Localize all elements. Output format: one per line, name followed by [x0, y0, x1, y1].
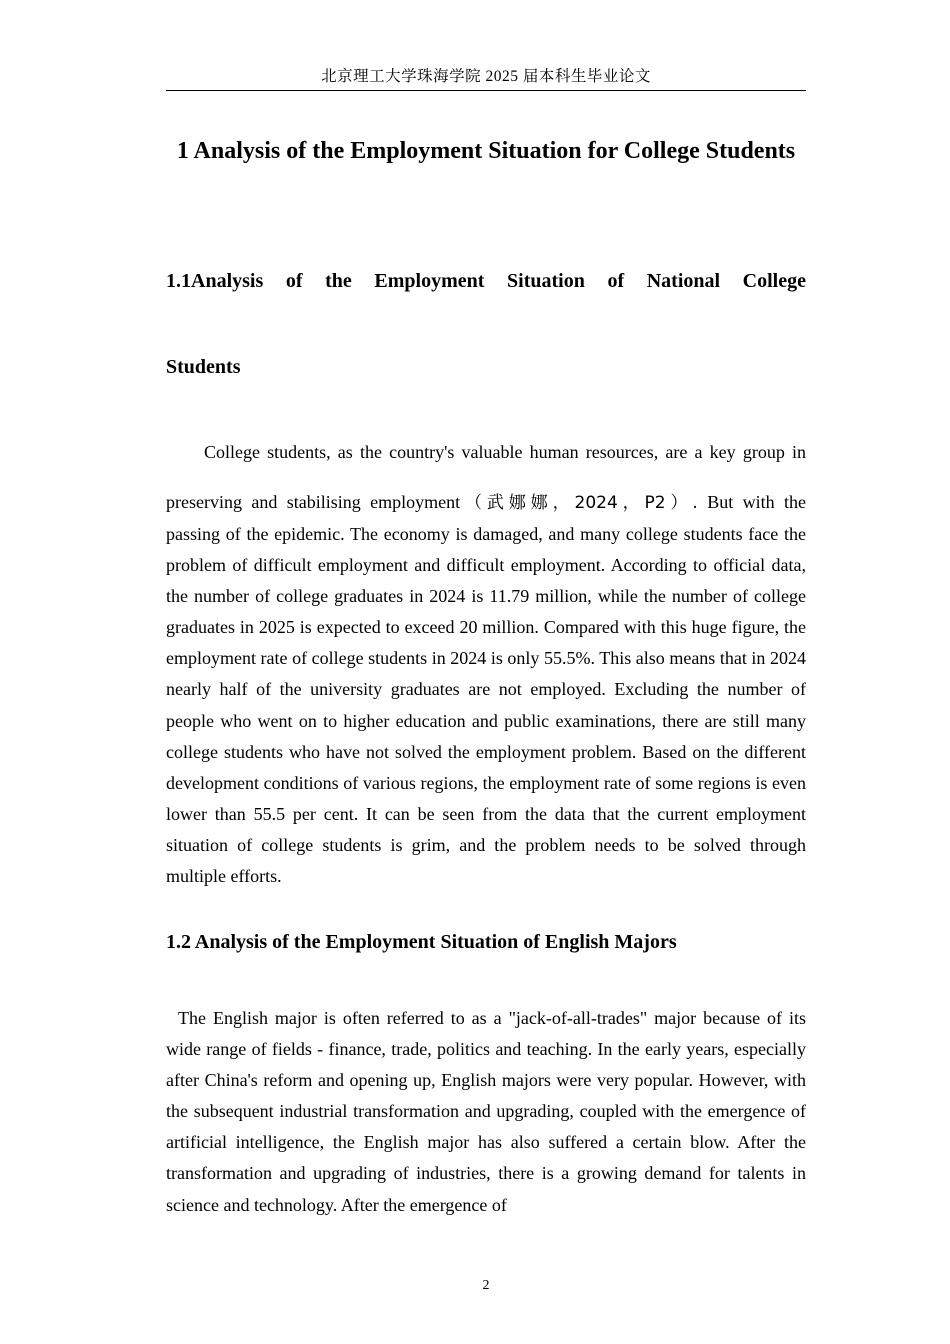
- section-heading-1-1-line2: Students: [166, 356, 241, 378]
- section-heading-1-2: 1.2 Analysis of the Employment Situation of English Majors: [166, 931, 677, 953]
- paragraph-1-1-line1: College students, as the country's valuable human resources, are a key group: [204, 442, 785, 462]
- paragraph-1-1-body: passing of the epidemic. The economy is damaged, and many college students face the problem of difficult employment and difficult employment. According to official data, the number of college graduates in 2024 is 11.79 million, while the number of college graduates in 2025 is expected to exceed 20 million. Compared with this huge figure, the employment rate of college students in 2024 is only 55.5%. This also means that in 2024 nearly half of the university graduates are not employed. Excluding the number of people who went on to higher education and public examinations, there are still many college students who have not solved the employment problem. Based on the different development conditions of various regions, the employment rate of some regions is even lower than 55.5 per cent. It can be seen from the data that the current employment situation of college students is grim, and the problem needs to be solved through multiple efforts.: [166, 524, 806, 887]
- chapter-title: 1 Analysis of the Employment Situation for College Students: [176, 138, 796, 164]
- paragraph-1-1-line2-prefix: in preserving and stabilising employment: [166, 442, 807, 512]
- citation: （武娜娜，2024，P2）.: [460, 493, 698, 513]
- section-heading-1-1-line1: 1.1Analysis of the Employment Situation of National College: [166, 270, 806, 292]
- paragraph-1-1-opening: [166, 427, 806, 527]
- header-rule: [166, 90, 806, 91]
- paragraph-1-1-line2-suffix: But with the: [697, 492, 806, 512]
- section-heading-1-1: [166, 262, 806, 386]
- paragraph-1-2-body: The English major is often referred to as a "jack-of-all-trades" major because of its wide range of fields - finance, trade, politics and teaching. In the early years, especially after China's reform and opening up, English majors were very popular. However, with the subsequent industrial transformation and upgrading, coupled with the emergence of artificial intelligence, the English major has also suffered a certain blow. After the transformation and upgrading of industries, there is a growing demand for talents in science and technology. After the emergence of: [166, 1008, 806, 1215]
- page-number: 2: [482, 1278, 490, 1293]
- running-header: 北京理工大学珠海学院 2025 届本科生毕业论文: [321, 68, 651, 85]
